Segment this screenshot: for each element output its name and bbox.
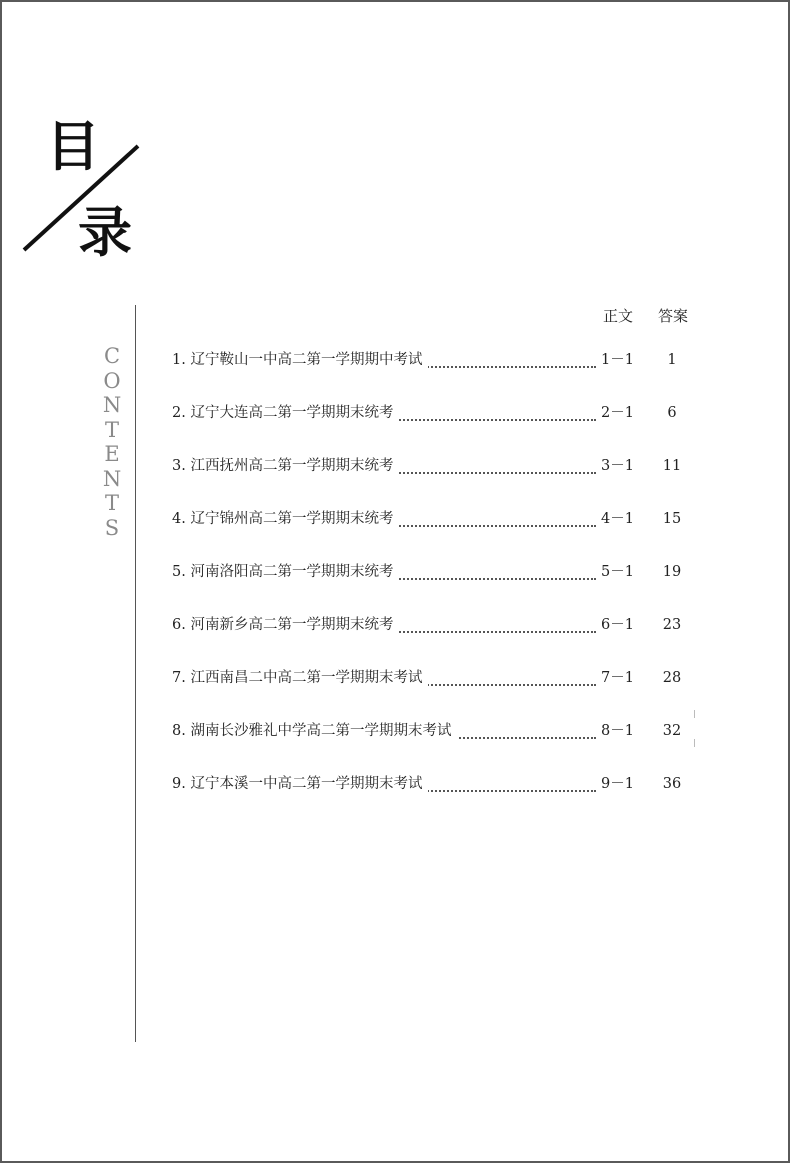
toc-entry-title: 1. 辽宁鞍山一中高二第一学期期中考试 [172, 346, 428, 374]
toc-entry-answer-page: 15 [662, 511, 682, 527]
toc-entry-title: 5. 河南洛阳高二第一学期期末统考 [172, 558, 399, 586]
toc-entry[interactable] [172, 558, 712, 611]
toc-entry-answer-page: 32 [662, 723, 682, 739]
toc-entry-page: 7－1 [596, 664, 634, 692]
divider-line [135, 305, 136, 1042]
toc-entry[interactable] [172, 770, 712, 823]
toc-entry[interactable] [172, 346, 712, 399]
contents-letter: T [104, 491, 119, 515]
contents-letter: E [104, 442, 120, 466]
toc-entry-answer-page: 1 [667, 352, 677, 368]
toc-entry-title: 4. 辽宁锦州高二第一学期期末统考 [172, 505, 399, 533]
toc-entry-answer-page: 19 [662, 564, 682, 580]
toc-entry[interactable] [172, 452, 712, 505]
heading-char-mu: 目 [46, 115, 100, 178]
toc-entry-title: 8. 湖南长沙雅礼中学高二第一学期期末考试 [172, 717, 457, 745]
toc-entry-answer-page: 6 [667, 405, 677, 421]
toc-entry[interactable] [172, 611, 712, 664]
toc-entry-page: 1－1 [596, 346, 634, 374]
toc-entry-page: 6－1 [596, 611, 634, 639]
heading-char-lu: 录 [78, 201, 132, 264]
contents-letter: N [102, 466, 122, 491]
scan-mark [694, 739, 695, 747]
scan-mark [694, 710, 695, 718]
toc-entry-page: 2－1 [596, 399, 634, 427]
toc-entry-page: 8－1 [596, 717, 634, 745]
contents-letter: O [103, 368, 121, 393]
toc-entry-title: 6. 河南新乡高二第一学期期末统考 [172, 611, 399, 639]
toc-entry[interactable] [172, 664, 712, 717]
toc-entry-page: 9－1 [596, 770, 634, 798]
table-of-contents [172, 346, 712, 823]
column-header-body: 正文 [603, 307, 634, 325]
toc-entry-answer-page: 23 [662, 617, 682, 633]
toc-entry-title: 3. 江西抚州高二第一学期期末统考 [172, 452, 399, 480]
toc-entry-answer-page: 28 [662, 670, 682, 686]
toc-entry[interactable] [172, 399, 712, 452]
heading-slash-icon [2, 2, 202, 282]
toc-entry[interactable] [172, 505, 712, 558]
contents-letter: C [103, 344, 121, 368]
toc-entry-answer-page: 36 [662, 776, 682, 792]
toc-entry-page: 5－1 [596, 558, 634, 586]
toc-entry[interactable] [172, 717, 712, 770]
toc-entry-page: 3－1 [596, 452, 634, 480]
toc-entry-title: 2. 辽宁大连高二第一学期期末统考 [172, 399, 399, 427]
toc-entry-title: 7. 江西南昌二中高二第一学期期末考试 [172, 664, 428, 692]
contents-vertical-label [94, 344, 130, 540]
toc-entry-title: 9. 辽宁本溪一中高二第一学期期末考试 [172, 770, 428, 798]
toc-entry-page: 4－1 [596, 505, 634, 533]
column-header-answer: 答案 [658, 307, 689, 325]
contents-letter: S [104, 515, 120, 540]
toc-entry-answer-page: 11 [662, 458, 682, 474]
contents-letter: N [102, 393, 122, 417]
contents-letter: T [104, 417, 119, 442]
